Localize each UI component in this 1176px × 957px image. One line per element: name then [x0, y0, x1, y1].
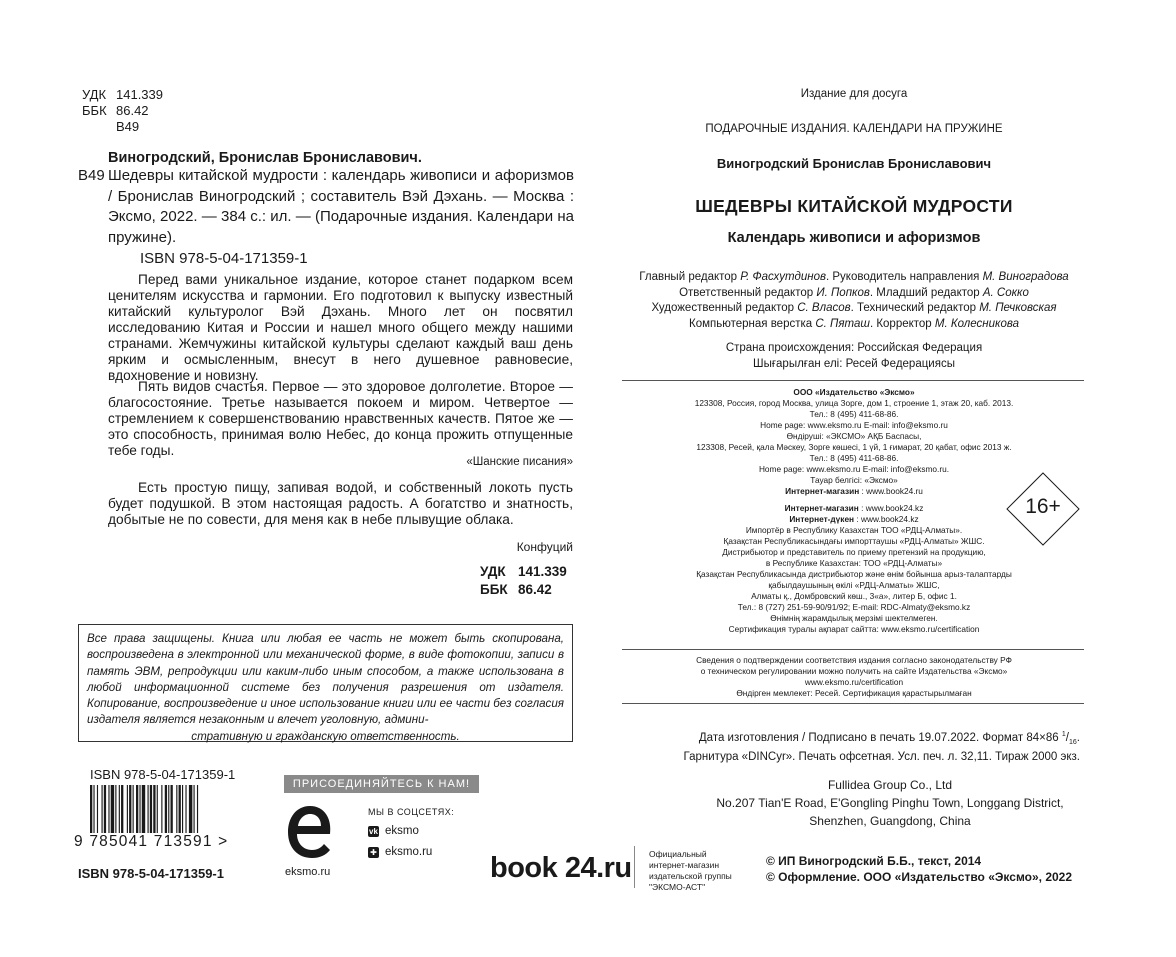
import-line: Импортёр в Республику Казахстан ТОО «РДЦ-Алматы».: [745, 525, 963, 535]
rights-text-last: стративную и гражданскую ответственность.: [191, 729, 460, 743]
editor-role: . Технический редактор: [850, 302, 980, 314]
print-info: Дата изготовления / Подписано в печать 19.07.2022. Формат 84×86 $^1/_{16}$. Гарнитура «DINCyr». Печать офсетная. Усл. печ. л. 32,11. Тираж 2000 экз.: [620, 728, 1080, 764]
cert-line: о техническом регулировании можно получить на сайте Издательства «Эксмо»: [700, 666, 1008, 676]
join-us-banner: ПРИСОЕДИНЯЙТЕСЬ К НАМ!: [284, 775, 479, 793]
publisher-line: Home page: www.eksmo.ru E-mail: info@eksmo.ru.: [758, 464, 950, 474]
shop-kz-label: Интернет-магазин: [784, 503, 859, 513]
quote-1: Пять видов счастья. Первое — это здоровое долголетие. Второе — благосостояние. Третье называется покоем и миром. Четвертое — стремлением к совершенствованию нравственных качеств. Пятое же — это способность, принимая волю Небес, до конца прожить отпущенные тебе годы.: [108, 379, 573, 458]
editor-name: М. Печковская: [979, 302, 1057, 314]
import-line: Қазақстан Республикасындағы импорттаушы «РДЦ-Алматы» ЖШС.: [723, 536, 985, 546]
editor-name: М. Виноградова: [982, 271, 1069, 283]
manufacturer-line: Fullidea Group Co., Ltd: [827, 778, 953, 792]
editor-line: [612, 317, 1096, 333]
ok-icon: ✚: [368, 847, 379, 858]
format-fraction-num: 1: [1061, 731, 1066, 738]
social-ok[interactable]: [368, 846, 432, 858]
author: Виногродский Бронислав Брониславович: [716, 156, 992, 171]
editor-role: Компьютерная верстка: [689, 317, 816, 330]
barcode-bar: [171, 785, 173, 835]
manufacturer-line: Shenzhen, Guangdong, China: [809, 814, 971, 828]
barcode-bar: [176, 785, 177, 835]
editor-role: . Руководитель направления: [825, 271, 983, 283]
editor-role: . Корректор: [869, 317, 935, 330]
editor-name: С. Власов: [797, 302, 851, 314]
quote-2-source: Конфуций: [516, 540, 573, 554]
udk-bbk-bold: [480, 563, 567, 599]
shop-ru-label: Интернет-магазин: [785, 486, 860, 496]
udk-bbk-block: [82, 87, 163, 135]
import-line: Алматы қ., Домбровский көш., 3«а», литер Б, офис 1.: [751, 591, 957, 601]
copyright-design: © Оформление. ООО «Издательство «Эксмо», 2022: [766, 870, 1073, 884]
book-subtitle: Календарь живописи и афоризмов: [727, 230, 981, 246]
barcode-bar: [153, 785, 155, 835]
copyright-text: © ИП Виногродский Б.Б., текст, 2014: [766, 854, 982, 868]
eksmo-logo-icon: [286, 804, 334, 860]
import-line: Өнімнің жарамдылық мерзімі шектелмеген.: [770, 613, 938, 623]
barcode-bar: [165, 785, 167, 835]
barcode-bar: [182, 785, 183, 835]
barcode-bar: [129, 785, 131, 835]
print-line-2: Гарнитура «DINCyr». Печать офсетная. Усл. печ. л. 32,11. Тираж 2000 экз.: [683, 751, 1080, 764]
cert-line: Сведения о подтверждении соответствия издания согласно законодательству РФ: [696, 655, 1012, 665]
barcode-bar: [119, 785, 120, 835]
cert-line: Өндірген мемлекет: Ресей. Сертификация қарастырылмаған: [736, 688, 972, 698]
book-title: ШЕДЕВРЫ КИТАЙСКОЙ МУДРОСТИ: [695, 196, 1013, 216]
barcode-bar: [102, 785, 103, 835]
import-line: Қазақстан Республикасында дистрибьютор және өнім бойынша арыз-талаптарды: [696, 569, 1012, 579]
barcode-bar: [194, 785, 195, 835]
series: ПОДАРОЧНЫЕ ИЗДАНИЯ. КАЛЕНДАРИ НА ПРУЖИНЕ: [705, 123, 1003, 135]
editor-line: [612, 286, 1096, 302]
bibliographic-record: [78, 166, 574, 248]
publisher-line: ООО «Издательство «Эксмо»: [793, 387, 915, 397]
editor-role: Главный редактор: [639, 271, 741, 283]
editor-name: И. Попков: [816, 286, 870, 299]
barcode-isbn-bottom: ISBN 978-5-04-171359-1: [78, 866, 224, 881]
barcode-bar: [133, 785, 134, 835]
country-kz: Шығарылған елі: Ресей Федерациясы: [753, 357, 955, 370]
book24-description: [649, 849, 732, 893]
book24-desc-line: "ЭКСМО-АСТ": [649, 882, 706, 892]
isbn: ISBN 978-5-04-171359-1: [140, 250, 308, 267]
barcode-bar: [179, 785, 181, 835]
social-vk-label: eksmo: [385, 825, 419, 837]
barcode-bar: [189, 785, 192, 835]
certification-info: [612, 655, 1096, 699]
country-ru: Страна происхождения: Российская Федерация: [725, 342, 983, 354]
social-title: МЫ В СОЦСЕТЯХ:: [368, 807, 455, 817]
import-line: Дистрибьютор и представитель по приему претензий на продукцию,: [722, 547, 986, 557]
bbk-bold-value: 86.42: [518, 582, 552, 597]
shop-kz2-label: Интернет-дүкен: [789, 514, 855, 524]
author-heading: Виногродский, Бронислав Брониславович.: [108, 150, 422, 166]
book24-divider: [634, 846, 635, 888]
divider: [622, 703, 1084, 704]
import-line: в Республике Казахстан: ТОО «РДЦ-Алматы»: [765, 558, 943, 568]
editor-name: М. Колесникова: [934, 317, 1019, 330]
editor-line: [612, 301, 1096, 317]
barcode-bar: [185, 785, 186, 835]
bbk-bold-label: ББК: [480, 582, 508, 597]
vk-icon: vk: [369, 826, 378, 836]
social-vk[interactable]: [368, 825, 419, 837]
quote-2: Есть простую пищу, запивая водой, и собственный локоть пусть будет подушкой. В этом настоящая радость. А богатство и знатность, добытые не по совести, для меня как в небе плывущие облака.: [108, 480, 573, 527]
editor-role: Художественный редактор: [651, 302, 798, 314]
editor-name: С. Пяташ: [815, 317, 870, 330]
manufacturer-line: No.207 Tian'E Road, E'Gongling Pinghu Town, Longgang District,: [716, 796, 1064, 810]
barcode-isbn-top: ISBN 978-5-04-171359-1: [90, 767, 236, 782]
barcode-number: 9 785041 713591 >: [74, 833, 229, 850]
divider: [622, 380, 1084, 381]
barcode-bar: [150, 785, 152, 835]
country-of-origin: [612, 341, 1096, 372]
editor-line: [612, 270, 1096, 286]
barcode-bar: [108, 785, 109, 835]
publisher-line: Тел.: 8 (495) 411-68-86.: [809, 453, 899, 463]
shop-ru-url: : www.book24.ru: [859, 486, 923, 496]
import-line: Тел.: 8 (727) 251-59-90/91/92; E-mail: RDC-Almaty@eksmo.kz: [737, 602, 971, 612]
editor-name: А. Сокко: [982, 286, 1029, 299]
manufacturer: [660, 776, 1120, 830]
biblio-code: В49: [78, 167, 105, 184]
book24-desc-line: интернет-магазин: [649, 860, 720, 870]
barcode-bar: [111, 785, 114, 835]
shop-kz-url: : www.book24.kz: [858, 503, 924, 513]
barcode-bar: [104, 785, 106, 835]
shop-kz2-url: : www.book24.kz: [854, 514, 919, 524]
book24-desc-line: Официальный: [649, 849, 707, 859]
format-fraction-den: 16: [1069, 739, 1077, 747]
publisher-line: Home page: www.eksmo.ru E-mail: info@eksmo.ru: [760, 420, 948, 430]
publisher-line: Тел.: 8 (495) 411-68-86.: [809, 409, 899, 419]
barcode-bar: [168, 785, 169, 835]
barcode-bar: [121, 785, 123, 835]
copyright: [766, 853, 1072, 885]
bbk-value: 86.42: [116, 103, 149, 118]
book24-desc-line: издательской группы: [649, 871, 732, 881]
age-rating: 16+: [1025, 495, 1061, 518]
udk-bold-label: УДК: [480, 564, 506, 579]
import-line: Сертификация туралы ақпарат сайтта: www.eksmo.ru/certification: [728, 624, 980, 634]
book24-logo[interactable]: book 24.ru: [490, 852, 632, 884]
quote-1-source: «Шанские писания»: [466, 456, 573, 468]
publisher-line: Тауар белгісі: «Эксмо»: [810, 475, 898, 485]
annotation: Перед вами уникальное издание, которое станет подарком всем ценителям искусства и гармонии. Его подготовил к выпуску известный китайский культуролог Вэй Дэхань. Много лет он посвятил исследованию Китая и России и нашел много общего между нашими странами. Жемчужины китайской культуры сделают каждый ваш день ярким и осмысленным, внесут в него душевное равновесие, вдохновение и новизну.: [108, 272, 573, 383]
editors-credits: [612, 270, 1096, 332]
udk-bold-value: 141.339: [518, 564, 567, 579]
publisher-line: Өндіруші: «ЭКСМО» АҚБ Баспасы,: [786, 431, 922, 441]
barcode-bar: [136, 785, 138, 835]
editor-name: Р. Фасхутдинов: [740, 271, 826, 283]
barcode-bar: [139, 785, 140, 835]
publisher-line: 123308, Ресей, қала Мәскеу, Зорге көшесі, 1 үй, 1 ғимарат, 20 қабат, офис 2013 ж.: [696, 442, 1012, 452]
edition-type: Издание для досуга: [800, 88, 908, 100]
bbk-label: ББК: [82, 103, 107, 118]
barcode-bar: [97, 785, 98, 835]
udk-value: 141.339: [116, 87, 163, 102]
editor-role: . Младший редактор: [869, 286, 983, 299]
barcode-bar: [115, 785, 116, 835]
cert-line: www.eksmo.ru/certification: [804, 677, 904, 687]
barcode-bar: [127, 785, 128, 835]
barcode-bar: [157, 785, 158, 835]
udk-label: УДК: [82, 87, 107, 102]
editor-role: Ответственный редактор: [679, 286, 817, 299]
biblio-text: Шедевры китайской мудрости : календарь живописи и афоризмов / Бронислав Виногродский ; составитель Вэй Дэхань. — Москва : Эксмо, 2022. — 384 с.: ил. — (Подарочные издания. Календари на пружине).: [108, 167, 574, 246]
rights-text: Все права защищены. Книга или любая ее часть не может быть скопирована, воспроизведена в электронной или механической форме, в виде фотокопии, записи в память ЭВМ, репродукции или каким-либо иным способом, а также использована в любой информационной системе без получения разрешения от издателя. Копирование, воспроизведение и иное использование книги или ее части без согласия издателя является незаконным и влечет уголовную, админи-: [87, 632, 564, 727]
import-line: қабылдаушының өкілі «РДЦ-Алматы» ЖШС,: [768, 580, 940, 590]
rights-notice: [78, 624, 573, 742]
author-code: В49: [116, 119, 140, 134]
barcode-bar: [161, 785, 162, 835]
print-line-1: Дата изготовления / Подписано в печать 19.07.2022. Формат 84×86: [698, 731, 1059, 744]
publisher-line: 123308, Россия, город Москва, улица Зорге, дом 1, строение 1, этаж 20, каб. 2013.: [694, 398, 1014, 408]
social-ok-label: eksmo.ru: [385, 846, 433, 858]
divider: [622, 649, 1084, 650]
eksmo-site-link[interactable]: eksmo.ru: [285, 866, 331, 878]
